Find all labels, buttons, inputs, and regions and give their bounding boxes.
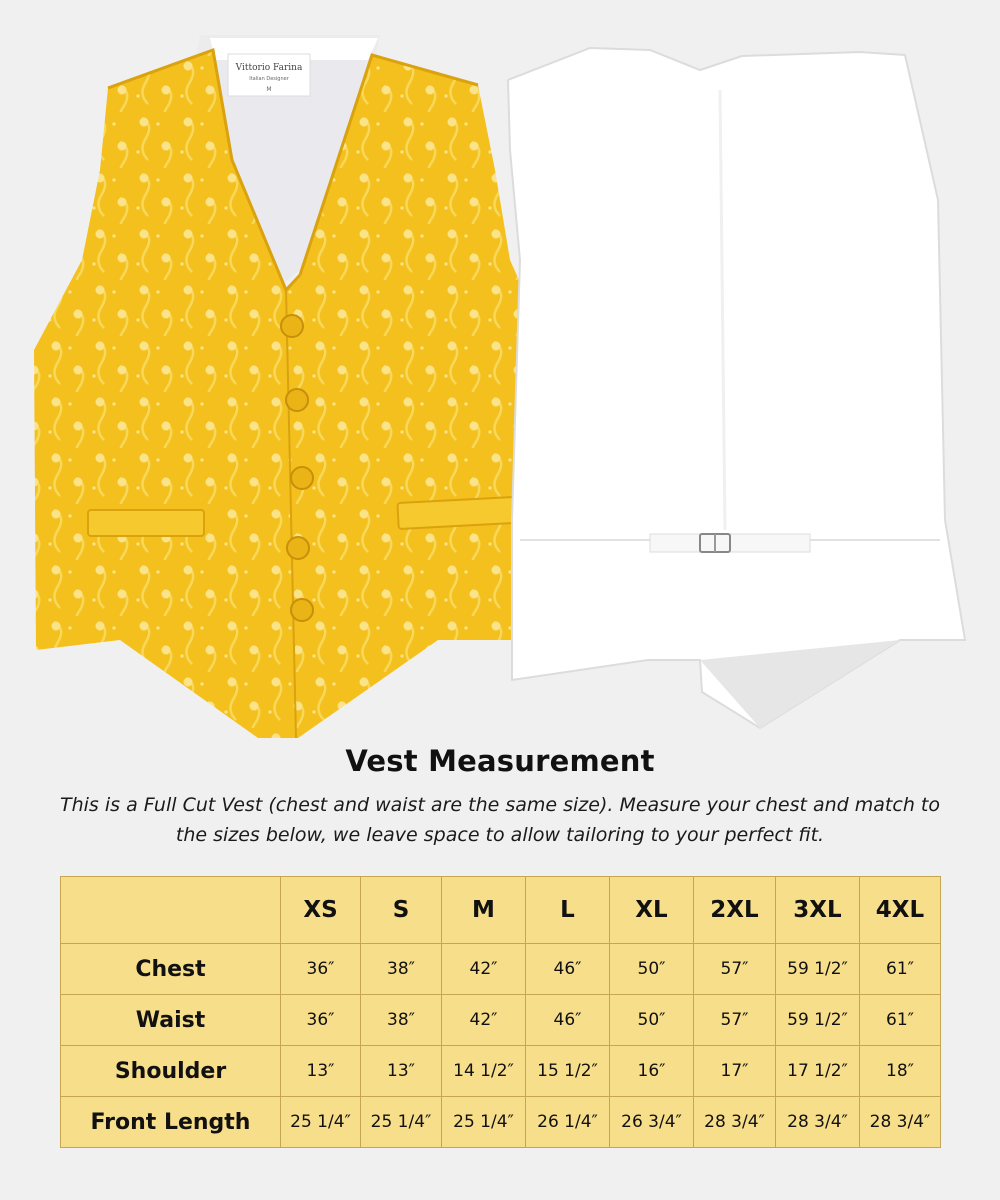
- table-cell: 36″: [281, 944, 361, 995]
- fit-description: This is a Full Cut Vest (chest and waist are the same size). Measure your chest and match to the sizes below, we leave space to allow tailoring to your perfect fit.: [60, 794, 940, 846]
- table-cell: 46″: [526, 944, 610, 995]
- table-row-chest: [61, 944, 941, 995]
- table-cell: 13″: [281, 1046, 361, 1097]
- table-cell: 50″: [610, 995, 694, 1046]
- table-cell: 15 1/2″: [526, 1046, 610, 1097]
- size-header: S: [361, 877, 442, 944]
- table-cell: 59 1/2″: [776, 944, 860, 995]
- size-header: XS: [281, 877, 361, 944]
- table-cell: 14 1/2″: [442, 1046, 526, 1097]
- table-row-front-length: [61, 1097, 941, 1148]
- size-header: L: [526, 877, 610, 944]
- brand-label-tag: [228, 54, 310, 96]
- label-brand: Vittorio Farina: [235, 63, 303, 73]
- size-header: M: [442, 877, 526, 944]
- table-row-shoulder: [61, 1046, 941, 1097]
- size-header: 3XL: [776, 877, 860, 944]
- table-cell: 42″: [442, 944, 526, 995]
- table-cell: 38″: [361, 995, 442, 1046]
- vest-back-image: [508, 48, 965, 728]
- table-cell: 18″: [860, 1046, 941, 1097]
- table-cell: 28 3/4″: [694, 1097, 776, 1148]
- table-cell: 28 3/4″: [860, 1097, 941, 1148]
- table-cell: 25 1/4″: [361, 1097, 442, 1148]
- page-title: Vest Measurement: [345, 744, 655, 778]
- table-cell: 16″: [610, 1046, 694, 1097]
- size-header: 4XL: [860, 877, 941, 944]
- table-cell: 25 1/4″: [281, 1097, 361, 1148]
- corner-cell: [61, 877, 281, 944]
- table-cell: 17″: [694, 1046, 776, 1097]
- table-cell: 42″: [442, 995, 526, 1046]
- vest-front-image: [34, 35, 558, 738]
- table-cell: 17 1/2″: [776, 1046, 860, 1097]
- table-row-waist: [61, 995, 941, 1046]
- table-cell: 61″: [860, 995, 941, 1046]
- row-label: Chest: [61, 944, 281, 995]
- table-cell: 26 1/4″: [526, 1097, 610, 1148]
- row-label: Shoulder: [61, 1046, 281, 1097]
- size-chart-table: [60, 876, 941, 1148]
- table-cell: 57″: [694, 995, 776, 1046]
- table-cell: 59 1/2″: [776, 995, 860, 1046]
- table-cell: 13″: [361, 1046, 442, 1097]
- table-cell: 25 1/4″: [442, 1097, 526, 1148]
- table-cell: 50″: [610, 944, 694, 995]
- size-header: 2XL: [694, 877, 776, 944]
- size-header: XL: [610, 877, 694, 944]
- table-cell: 28 3/4″: [776, 1097, 860, 1148]
- table-cell: 38″: [361, 944, 442, 995]
- label-sub: Italian Designer: [249, 76, 289, 82]
- table-cell: 36″: [281, 995, 361, 1046]
- table-cell: 57″: [694, 944, 776, 995]
- row-label: Waist: [61, 995, 281, 1046]
- size-header-row: [61, 877, 941, 944]
- row-label: Front Length: [61, 1097, 281, 1148]
- label-size: M: [266, 86, 272, 93]
- table-cell: 61″: [860, 944, 941, 995]
- table-cell: 26 3/4″: [610, 1097, 694, 1148]
- table-cell: 46″: [526, 995, 610, 1046]
